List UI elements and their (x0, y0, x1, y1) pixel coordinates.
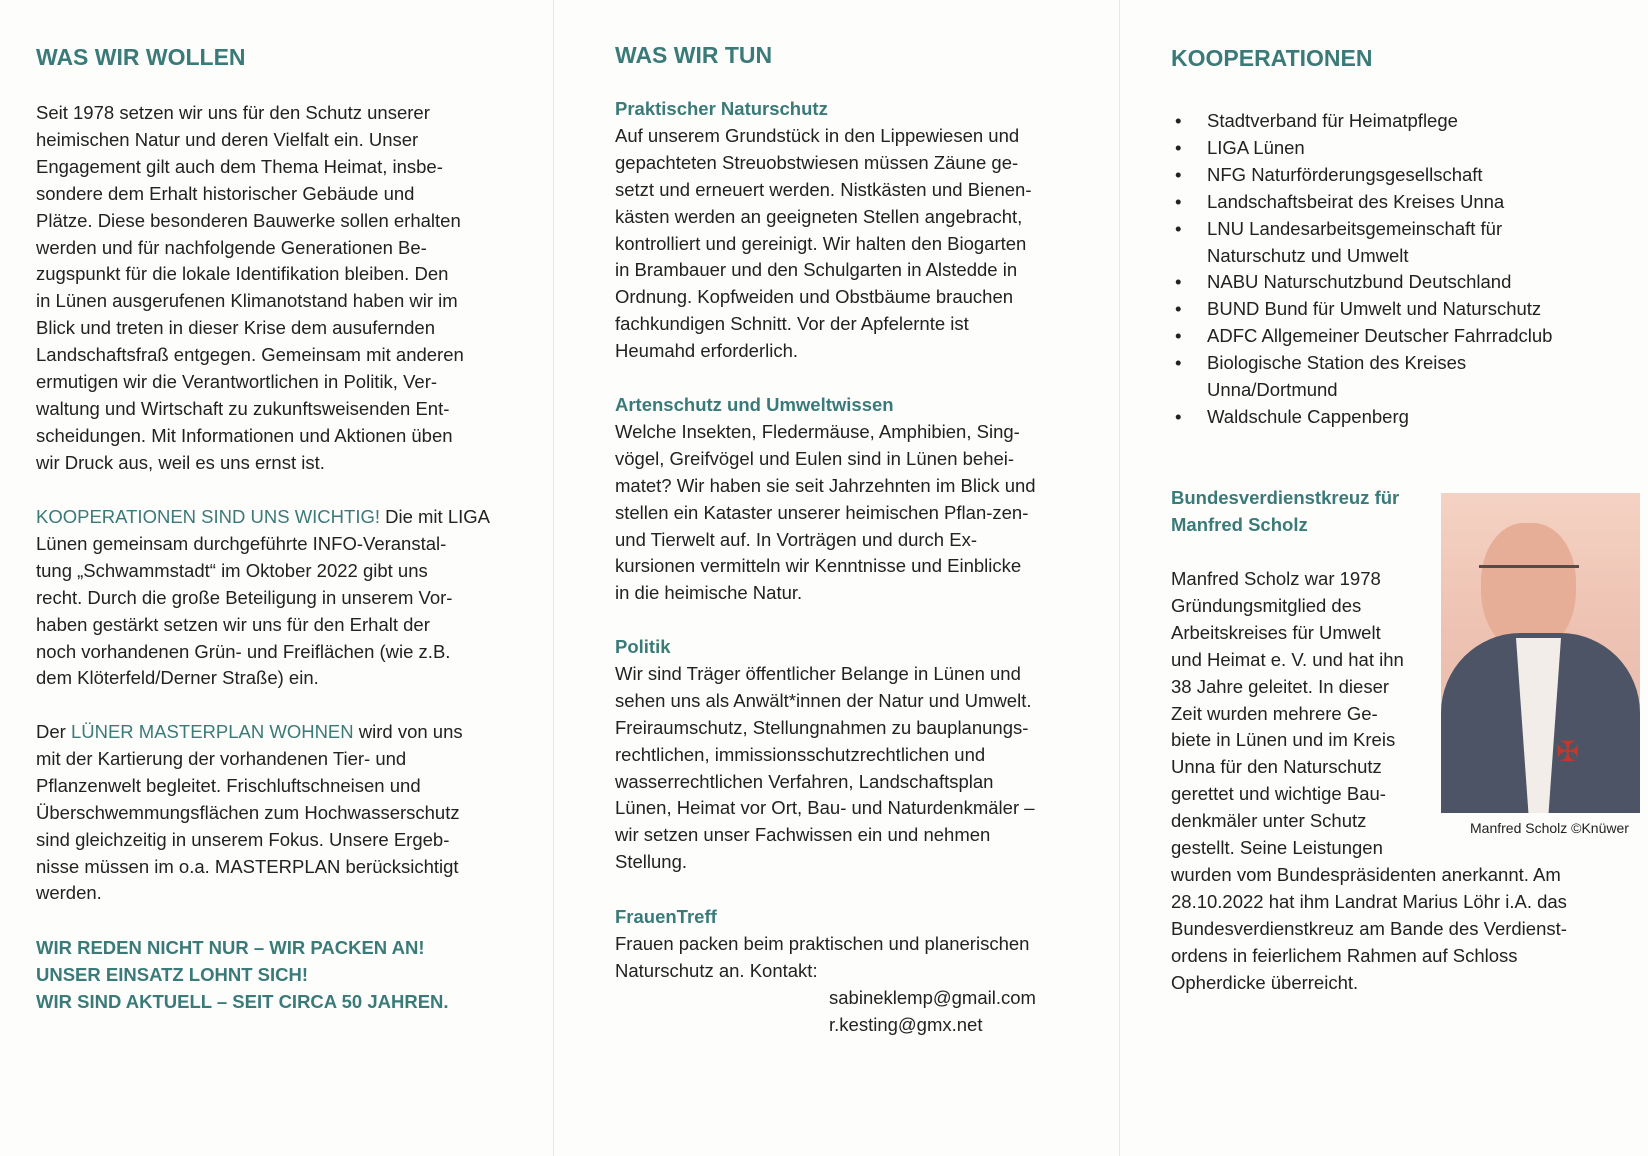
cooperation-highlight: KOOPERATIONEN SIND UNS WICHTIG! (36, 506, 380, 527)
photo-caption: Manfred Scholz ©Knüwer (1470, 820, 1629, 836)
text-line: werden. (36, 882, 102, 904)
text-line: Lünen, Heimat vor Ort, Bau- und Naturdenkmäler – (615, 797, 1035, 819)
text-line: setzt und erneuert werden. Nistkästen und Bienen- (615, 178, 1032, 200)
list-item (1175, 189, 1552, 216)
text-line: Überschwemmungsflächen zum Hochwasserschutz (36, 801, 460, 823)
text-line: sind gleichzeitig in unserem Fokus. Unsere Ergeb- (36, 828, 450, 850)
text-line: Auf unserem Grundstück in den Lippewiesen und (615, 124, 1020, 146)
list-item (1175, 323, 1552, 350)
text-line: Gründungsmitglied des (1171, 594, 1362, 616)
list-item-text: Unna/Dortmund (1207, 379, 1338, 401)
list-item-text: • LIGA Lünen (1207, 136, 1305, 158)
list-item-text: • NABU Naturschutzbund Deutschland (1207, 271, 1512, 293)
list-item (1175, 108, 1552, 135)
text-line: rechtlichen, immissionsschutzrechtlichen und (615, 743, 986, 765)
text-line: dem Klöterfeld/Derner Straße) ein. (36, 667, 319, 689)
text-line: gepachteten Streuobstwiesen müssen Zäune ge- (615, 151, 1019, 173)
text-line: matet? Wir haben sie seit Jahrzehnten im Blick und (615, 474, 1036, 496)
fold-line (553, 0, 554, 1156)
text-line: Ordnung. Kopfweiden und Obstbäume brauchen (615, 286, 1014, 308)
text-line: Welche Insekten, Fledermäuse, Amphibien, Sing- (615, 420, 1020, 442)
text-line: noch vorhandenen Grün- und Freiflächen (wie z.B. (36, 640, 451, 662)
text-line: fachkundigen Schnitt. Vor der Apfelernte ist (615, 313, 969, 335)
masterplan-highlight: LÜNER MASTERPLAN WOHNEN (70, 721, 354, 742)
text-line: UNSER EINSATZ LOHNT SICH! (36, 963, 309, 985)
medal-cross-icon: ✠ (1556, 736, 1580, 767)
fold-line (1119, 0, 1120, 1156)
text-line: Bundesverdienstkreuz für (1171, 487, 1400, 508)
text-line: in Lünen ausgerufenen Klimanotstand haben wir im (36, 290, 458, 312)
text-line: Opherdicke überreicht. (1171, 971, 1359, 993)
heading-was-wir-tun: WAS WIR TUN (615, 42, 773, 68)
list-item-text: • Waldschule Cappenberg (1207, 405, 1409, 427)
text-line: 38 Jahre geleitet. In dieser (1171, 675, 1390, 697)
text-line: und Heimat e. V. und hat ihn (1171, 648, 1404, 670)
list-item-text: • BUND Bund für Umwelt und Naturschutz (1207, 298, 1542, 320)
section-praktischer-naturschutz: Praktischer Naturschutz Auf unserem Grundstück in den Lippewiesen und gepachteten Streuobstwiesen müssen Zäune ge- setzt und erneuert werden. Nistkästen und Bienen- kästen werden an geeigneten Stellen angebracht, kontrolliert und gereinigt. Wir halten den Biogarten in Brambauer und den Schulgarten in Alstedde in Ordnung. Kopfweiden und Obstbäume brauchen fachkundigen Schnitt. Vor der Apfelernte ist Heumahd erforderlich. (615, 96, 1032, 365)
list-item (1175, 216, 1552, 270)
intro-paragraph (36, 100, 464, 477)
text-line: Seit 1978 setzen wir uns für den Schutz unserer (36, 102, 430, 123)
list-item-text: • Biologische Station des Kreises (1207, 352, 1467, 374)
list-item (1175, 162, 1552, 189)
list-item (1175, 350, 1552, 404)
text-line: tung „Schwammstadt“ im Oktober 2022 gibt uns (36, 559, 428, 581)
text-line: scheidungen. Mit Informationen und Aktionen üben (36, 424, 453, 446)
text-line: gestellt. Seine Leistungen (1171, 837, 1383, 859)
text-line: ermutigen wir die Verantwortlichen in Politik, Ver- (36, 371, 438, 393)
list-item (1175, 269, 1552, 296)
text-line: Lünen gemeinsam durchgeführte INFO-Veranstal- (36, 532, 447, 554)
text-line: Plätze. Diese besonderen Bauwerke sollen erhalten (36, 209, 461, 231)
text-line: Blick und treten in dieser Krise dem ausufernden (36, 317, 435, 339)
text-line: Wir sind Träger öffentlicher Belange in Lünen und (615, 662, 1021, 684)
text-line: zugspunkt für die lokale Identifikation bleiben. Den (36, 263, 449, 285)
text-line: sondere dem Erhalt historischer Gebäude und (36, 182, 415, 204)
email-link[interactable]: sabineklemp@gmail.com (829, 987, 1036, 1008)
text-line: Frauen packen beim praktischen und planerischen (615, 932, 1030, 954)
heading-was-wir-wollen: WAS WIR WOLLEN (36, 44, 246, 70)
cooperation-paragraph: KOOPERATIONEN SIND UNS WICHTIG! Die mit LIGA Lünen gemeinsam durchgeführte INFO-Veranstal- tung „Schwammstadt“ im Oktober 2022 gibt uns recht. Durch die große Beteiligung in unserem Vor- haben gestärkt setzen wir uns für den Erhalt der noch vorhandenen Grün- und Freiflächen (wie z.B. dem Klöterfeld/Derner Straße) ein. (36, 504, 490, 692)
list-item-text: • Landschaftsbeirat des Kreises Unna (1207, 190, 1505, 212)
text-line: denkmäler unter Schutz (1171, 810, 1367, 832)
text-line: heimischen Natur und deren Vielfalt ein. Unser (36, 128, 419, 150)
list-item-text: Naturschutz und Umwelt (1207, 244, 1409, 266)
section-frauentreff: FrauenTreff Frauen packen beim praktischen und planerischen Naturschutz an. Kontakt: (615, 904, 1029, 985)
text-line: 28.10.2022 hat ihm Landrat Marius Löhr i.A. das (1171, 890, 1567, 912)
text-line: Engagement gilt auch dem Thema Heimat, insbe- (36, 155, 443, 177)
text-line: sehen uns als Anwält*innen der Natur und Umwelt. (615, 689, 1032, 711)
text-line: WIR SIND AKTUELL – SEIT CIRCA 50 JAHREN. (36, 990, 449, 1012)
list-item-text: • ADFC Allgemeiner Deutscher Fahrradclub (1207, 325, 1553, 347)
list-item-text: • LNU Landesarbeitsgemeinschaft für (1207, 217, 1503, 239)
text-line: waltung und Wirtschaft zu zukunftsweisenden Ent- (36, 397, 450, 419)
text-line: kontrolliert und gereinigt. Wir halten den Biogarten (615, 232, 1027, 254)
list-item (1175, 404, 1552, 431)
cooperation-list (1175, 108, 1552, 431)
text-line: Manfred Scholz war 1978 (1171, 568, 1381, 589)
text-line: mit der Kartierung der vorhandenen Tier- und (36, 747, 407, 769)
text-line: wir Druck aus, weil es uns ernst ist. (36, 451, 325, 473)
masterplan-paragraph: Der LÜNER MASTERPLAN WOHNEN wird von uns mit der Kartierung der vorhandenen Tier- und Pflanzenwelt begleitet. Frischluftschneisen und Überschwemmungsflächen zum Hochwasserschutz sind gleichzeitig in unserem Fokus. Unsere Ergeb- nisse müssen im o.a. MASTERPLAN berücksichtigt werden. (36, 719, 463, 907)
portrait-photo (1441, 493, 1640, 813)
text-line: und Tierwelt auf. In Vorträgen und durch Ex- (615, 528, 977, 550)
text-line: biete in Lünen und im Kreis (1171, 729, 1396, 751)
text-line: Landschaftsfraß entgegen. Gemeinsam mit anderen (36, 344, 464, 366)
text-line: in die heimische Natur. (615, 582, 803, 604)
text-line: Zeit wurden mehrere Ge- (1171, 702, 1378, 724)
email-link[interactable]: r.kesting@gmx.net (829, 1013, 983, 1035)
text-line: kästen werden an geeigneten Stellen angebracht, (615, 205, 1023, 227)
list-item (1175, 296, 1552, 323)
text-line: wir setzen unser Fachwissen ein und nehmen (615, 824, 991, 846)
text-line: Naturschutz an. Kontakt: (615, 959, 818, 981)
text-line: wasserrechtlichen Verfahren, Landschaftsplan (615, 770, 994, 792)
text-line: Manfred Scholz (1171, 513, 1308, 535)
list-item (1175, 135, 1552, 162)
contact-emails (829, 985, 1036, 1039)
text-line: Bundesverdienstkreuz am Bande des Verdienst- (1171, 917, 1567, 939)
text-line: stellen ein Kataster unserer heimischen Pflan-zen- (615, 501, 1029, 523)
text-line: kursionen vermitteln wir Kenntnisse und Einblicke (615, 555, 1022, 577)
text-line: Pflanzenwelt begleitet. Frischluftschneisen und (36, 774, 421, 796)
list-item-text: • NFG Naturförderungsgesellschaft (1207, 163, 1483, 185)
text-line: Arbeitskreises für Umwelt (1171, 621, 1381, 643)
section-artenschutz: Artenschutz und Umweltwissen Welche Insekten, Fledermäuse, Amphibien, Sing- vögel, Greifvögel und Eulen sind in Lünen behei- matet? Wir haben sie seit Jahrzehnten im Blick und stellen ein Kataster unserer heimischen Pflan-zen- und Tierwelt auf. In Vorträgen und durch Ex- kursionen vermitteln wir Kenntnisse und Einblicke in die heimische Natur. (615, 392, 1036, 607)
text-line: nisse müssen im o.a. MASTERPLAN berücksichtigt (36, 855, 459, 877)
text-line: Freiraumschutz, Stellungnahmen zu bauplanungs- (615, 716, 1029, 738)
list-item-text: • Stadtverband für Heimatpflege (1207, 110, 1458, 131)
text-line: ordens in feierlichem Rahmen auf Schloss (1171, 944, 1518, 966)
text-line: wurden vom Bundespräsidenten anerkannt. Am (1171, 863, 1561, 885)
section-politik: Politik Wir sind Träger öffentlicher Belange in Lünen und sehen uns als Anwält*innen der Natur und Umwelt. Freiraumschutz, Stellungnahmen zu bauplanungs- rechtlichen, immissionsschutzrechtlichen und wasserrechtlichen Verfahren, Landschaftsplan Lünen, Heimat vor Ort, Bau- und Naturdenkmäler – wir setzen unser Fachwissen ein und nehmen Stellung. (615, 634, 1035, 876)
slogans (36, 935, 449, 1016)
text-line: vögel, Greifvögel und Eulen sind in Lünen behei- (615, 447, 1015, 469)
text-line: Stellung. (615, 851, 687, 873)
text-line: recht. Durch die große Beteiligung in unserem Vor- (36, 586, 453, 608)
text-line: Heumahd erforderlich. (615, 340, 799, 362)
text-line: gerettet und wichtige Bau- (1171, 783, 1386, 805)
heading-kooperationen: KOOPERATIONEN (1171, 45, 1373, 71)
award-title (1171, 485, 1399, 539)
text-line: Unna für den Naturschutz (1171, 756, 1382, 778)
text-line: haben gestärkt setzen wir uns für den Erhalt der (36, 613, 430, 635)
text-line: in Brambauer und den Schulgarten in Alstedde in (615, 259, 1018, 281)
text-line: WIR REDEN NICHT NUR – WIR PACKEN AN! (36, 937, 425, 958)
text-line: werden und für nachfolgende Generationen Be- (36, 236, 427, 258)
